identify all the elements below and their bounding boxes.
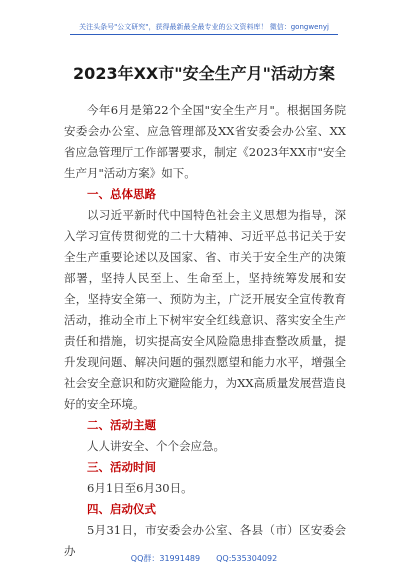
section-heading-launch: 四、启动仪式 [87, 502, 156, 516]
intro-paragraph: 今年6月是第22个全国"安全生产月"。根据国务院安委会办公室、应急管理部及XX省安委会办公室、XX省应急管理厅工作部署要求，制定《2023年XX市"安全生产月"活动方案》如下。 [64, 103, 346, 180]
section-text-time: 6月1日至6月30日。 [87, 481, 193, 495]
document-body [64, 100, 346, 562]
qq-contact-text: QQ:535304092 [216, 554, 278, 563]
promo-banner[interactable]: 关注头条号"公文研究"，获得最新最全最专业的公文资料库！ 微信：gongwenyj [70, 20, 338, 35]
qq-group-text: QQ群：31991489 [130, 554, 201, 563]
section-text-overall-approach: 以习近平新时代中国特色社会主义思想为指导，深入学习宣传贯彻党的二十大精神、习近平总书记关于安全生产重要论述以及国家、省、市关于安全生产的决策部署，坚持人民至上、生命至上，坚持统筹发展和安全，坚持安全第一、预防为主，广泛开展安全宣传教育活动，推动全市上下树牢安全红线意识、落实安全生产责任和措施，切实提高安全风险隐患排查整改质量，提升发现问题、解决问题的强烈愿望和能力水平，增强全社会安全意识和防灾避险能力，为XX高质量发展营造良好的安全环境。 [64, 208, 346, 411]
section-heading-theme: 二、活动主题 [87, 418, 156, 432]
section-text-theme: 人人讲安全、个个会应急。 [87, 439, 225, 453]
section-heading-time: 三、活动时间 [87, 460, 156, 474]
document-title: 2023年XX市"安全生产月"活动方案 [73, 64, 335, 83]
section-text-launch: 5月31日，市安委会办公室、各县（市）区安委会办 [64, 523, 346, 558]
section-heading-overall-approach: 一、总体思路 [87, 187, 156, 201]
page-footer [0, 552, 408, 566]
